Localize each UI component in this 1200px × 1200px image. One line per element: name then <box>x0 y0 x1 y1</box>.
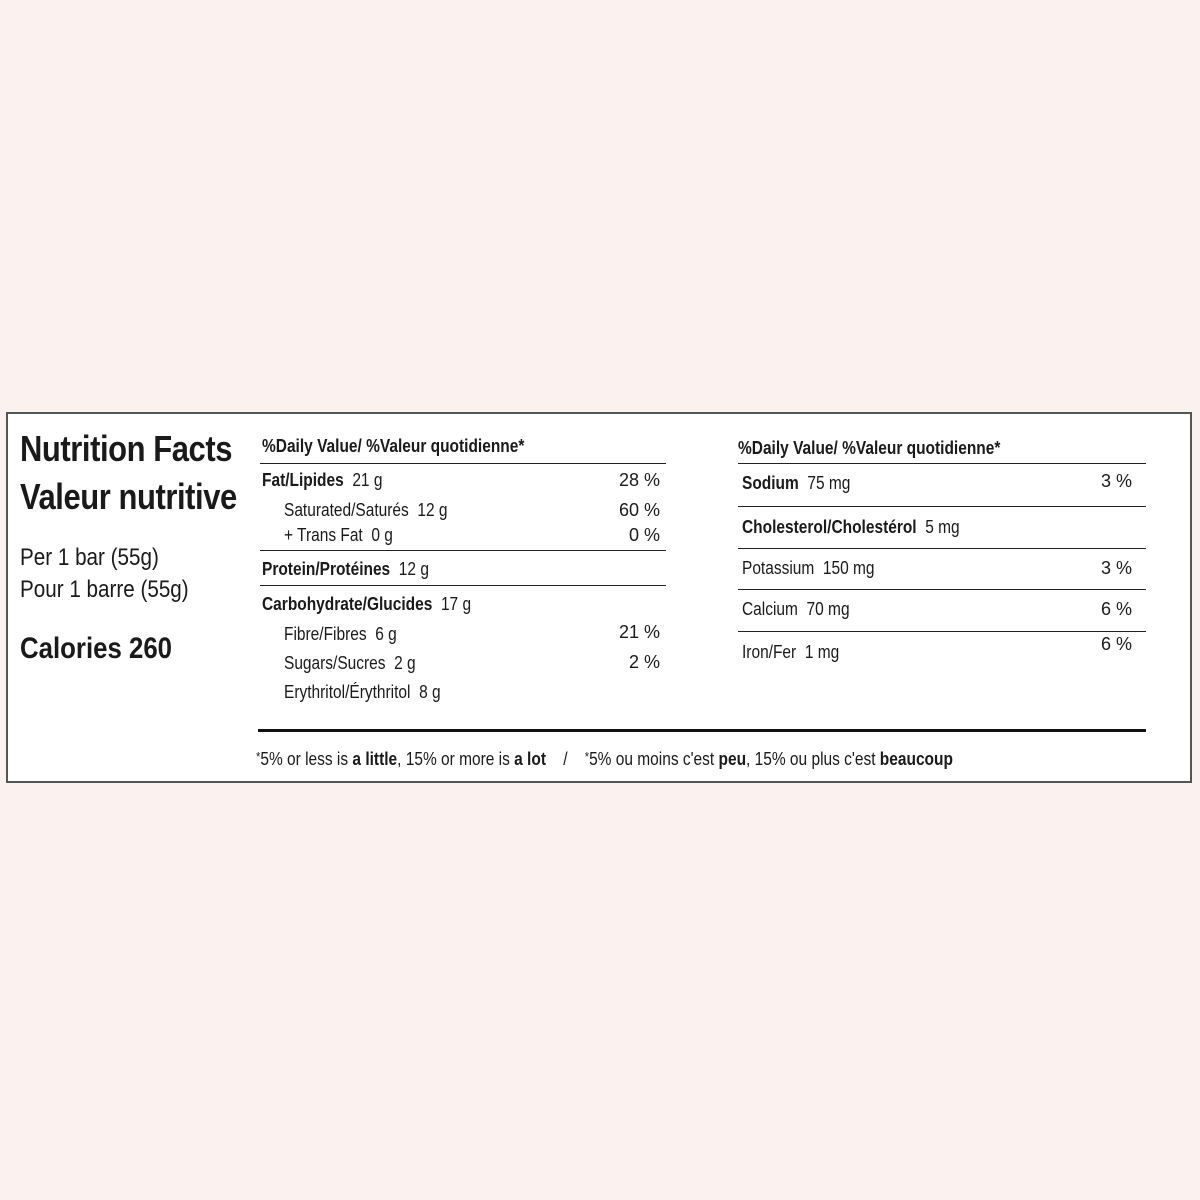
left-dv-header: %Daily Value/ %Valeur quotidienne* <box>262 436 525 456</box>
divider <box>738 506 1146 507</box>
daily-value-pct: 6 % <box>1100 634 1132 654</box>
right-dv-header: %Daily Value/ %Valeur quotidienne* <box>738 438 1001 458</box>
divider <box>738 548 1146 549</box>
divider <box>260 550 666 551</box>
nutrient-row: Fibre/Fibres 6 g <box>284 624 397 644</box>
nutrient-row: Sugars/Sucres 2 g <box>284 653 416 673</box>
daily-value-pct: 3 % <box>1100 471 1132 491</box>
serving-size-fr: Pour 1 barre (55g) <box>20 576 189 603</box>
daily-value-pct: 0 % <box>628 525 660 545</box>
divider <box>260 463 666 464</box>
title-en: Nutrition Facts <box>20 428 233 469</box>
nutrient-row: + Trans Fat 0 g <box>284 525 393 545</box>
calories: Calories 260 <box>20 632 173 665</box>
nutrient-row: Iron/Fer 1 mg <box>742 642 840 662</box>
nutrient-row: Protein/Protéines 12 g <box>262 559 429 579</box>
daily-value-pct: 6 % <box>1100 599 1132 619</box>
divider <box>738 463 1146 464</box>
nutrient-row: Cholesterol/Cholestérol 5 mg <box>742 517 960 537</box>
divider <box>738 589 1146 590</box>
nutrient-row: Calcium 70 mg <box>742 599 850 619</box>
daily-value-pct: 60 % <box>618 500 660 520</box>
daily-value-pct: 28 % <box>618 470 660 490</box>
divider <box>260 585 666 586</box>
nutrient-row: Fat/Lipides 21 g <box>262 470 383 490</box>
footer-divider <box>258 729 1146 732</box>
title-fr: Valeur nutritive <box>20 476 237 517</box>
daily-value-pct: 2 % <box>628 652 660 672</box>
nutrient-row: Sodium 75 mg <box>742 473 851 493</box>
nutrient-row: Potassium 150 mg <box>742 558 875 578</box>
divider <box>738 631 1146 632</box>
nutrient-row: Erythritol/Érythritol 8 g <box>284 682 441 702</box>
nutrient-row: Carbohydrate/Glucides 17 g <box>262 594 472 614</box>
daily-value-pct: 3 % <box>1100 558 1132 578</box>
daily-value-pct: 21 % <box>618 622 660 642</box>
serving-size-en: Per 1 bar (55g) <box>20 544 159 571</box>
footnote: *5% or less is a little, 15% or more is a lot / *5% ou moins c'est peu, 15% ou plus c'est beaucoup <box>256 749 953 769</box>
nutrition-facts-label <box>6 412 1192 783</box>
nutrient-row: Saturated/Saturés 12 g <box>284 500 448 520</box>
